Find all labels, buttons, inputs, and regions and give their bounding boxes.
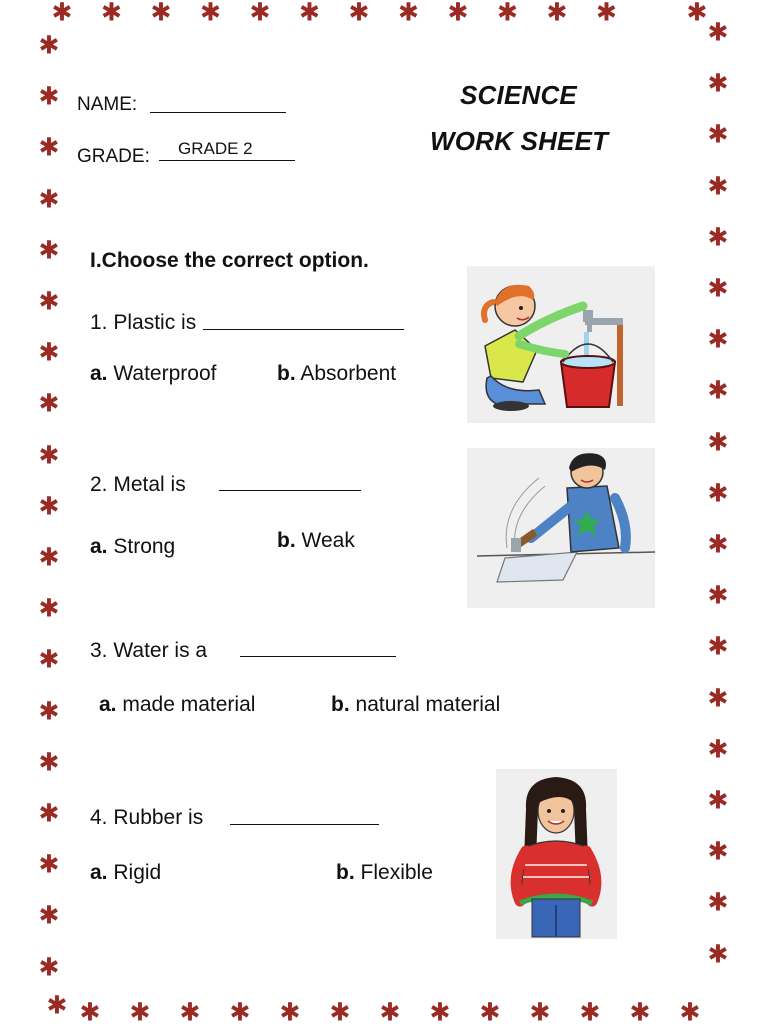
question-2: 2. Metal is xyxy=(90,473,186,496)
star-icon: ✱ xyxy=(579,997,601,1027)
star-icon: ✱ xyxy=(497,0,518,27)
q2-option-b-text: Weak xyxy=(301,529,355,552)
star-icon: ✱ xyxy=(398,0,419,27)
q2-option-a-text: Strong xyxy=(113,535,176,558)
star-icon: ✱ xyxy=(707,273,729,303)
star-icon: ✱ xyxy=(38,747,60,777)
star-icon: ✱ xyxy=(229,997,251,1027)
star-icon: ✱ xyxy=(38,30,60,60)
star-icon: ✱ xyxy=(679,997,701,1027)
star-icon: ✱ xyxy=(707,785,729,815)
star-icon: ✱ xyxy=(546,0,568,27)
star-icon: ✱ xyxy=(707,427,729,457)
q4-option-a-letter: a. xyxy=(90,861,108,884)
q2-option-b[interactable] xyxy=(277,529,355,553)
star-icon: ✱ xyxy=(707,68,729,98)
star-icon: ✱ xyxy=(529,997,551,1027)
question-3: 3. Water is a xyxy=(90,639,208,662)
star-icon: ✱ xyxy=(707,375,729,405)
star-icon: ✱ xyxy=(249,0,271,27)
star-icon: ✱ xyxy=(348,0,370,27)
star-icon: ✱ xyxy=(38,644,60,674)
q2-option-b-letter: b. xyxy=(277,529,296,552)
q3-option-a-text: made material xyxy=(122,693,256,716)
star-icon: ✱ xyxy=(596,0,617,27)
star-icon: ✱ xyxy=(629,997,651,1027)
star-icon: ✱ xyxy=(79,997,101,1027)
q1-option-a-text: Waterproof xyxy=(113,362,217,385)
star-icon: ✱ xyxy=(479,997,501,1027)
star-icon: ✱ xyxy=(129,997,151,1027)
q1-option-a-letter: a. xyxy=(90,362,108,385)
star-icon: ✱ xyxy=(38,235,60,265)
title-line1: SCIENCE xyxy=(460,80,577,110)
section-heading: I.Choose the correct option. xyxy=(90,249,369,272)
name-blank[interactable] xyxy=(150,112,286,113)
star-icon: ✱ xyxy=(707,529,729,559)
star-icon: ✱ xyxy=(150,0,172,27)
girl-filling-bucket-illustration xyxy=(467,266,655,423)
star-icon: ✱ xyxy=(686,0,708,27)
star-icon: ✱ xyxy=(38,593,60,623)
star-icon: ✱ xyxy=(379,997,401,1027)
q4-option-a-text: Rigid xyxy=(113,861,162,884)
star-icon: ✱ xyxy=(38,388,60,418)
star-icon: ✱ xyxy=(279,997,301,1027)
grade-value: GRADE 2 xyxy=(178,139,253,158)
star-icon: ✱ xyxy=(38,184,60,214)
q3-option-a[interactable] xyxy=(99,693,255,717)
star-icon: ✱ xyxy=(707,631,729,661)
star-icon: ✱ xyxy=(38,849,60,879)
star-icon: ✱ xyxy=(38,491,60,521)
star-icon: ✱ xyxy=(707,478,729,508)
star-icon: ✱ xyxy=(38,952,60,982)
q4-option-a[interactable] xyxy=(90,861,161,885)
q2-option-a-letter: a. xyxy=(90,535,108,558)
star-icon: ✱ xyxy=(299,0,320,27)
q1-option-b-letter: b. xyxy=(277,362,296,385)
star-icon: ✱ xyxy=(38,337,60,367)
q1-option-b-text: Absorbent xyxy=(300,362,397,385)
star-icon: ✱ xyxy=(707,734,729,764)
star-icon: ✱ xyxy=(38,542,60,572)
star-icon: ✱ xyxy=(38,696,60,726)
star-icon: ✱ xyxy=(38,286,60,316)
star-icon: ✱ xyxy=(707,836,729,866)
name-label: NAME: xyxy=(77,94,138,115)
boy-hammering-metal-illustration xyxy=(467,448,655,608)
question-2-blank[interactable] xyxy=(219,490,361,491)
star-icon: ✱ xyxy=(429,997,451,1027)
question-1-blank[interactable] xyxy=(203,329,404,330)
star-icon: ✱ xyxy=(707,683,729,713)
star-icon: ✱ xyxy=(707,17,729,47)
star-icon: ✱ xyxy=(51,0,73,27)
q3-option-a-letter: a. xyxy=(99,693,117,716)
q3-option-b-letter: b. xyxy=(331,693,350,716)
title-line2: WORK SHEET xyxy=(430,126,609,156)
star-icon: ✱ xyxy=(707,171,729,201)
q4-option-b-letter: b. xyxy=(336,861,355,884)
q4-option-b-text: Flexible xyxy=(360,861,433,884)
q1-option-b[interactable] xyxy=(277,362,396,386)
girl-stretching-rubber-illustration xyxy=(496,769,617,939)
grade-blank[interactable] xyxy=(159,160,295,161)
star-icon: ✱ xyxy=(707,222,729,252)
question-1: 1. Plastic is xyxy=(90,311,197,334)
star-icon: ✱ xyxy=(447,0,469,27)
star-icon: ✱ xyxy=(38,132,60,162)
star-icon: ✱ xyxy=(707,887,729,917)
q1-option-a[interactable] xyxy=(90,362,216,386)
q3-option-b-text: natural material xyxy=(355,693,501,716)
grade-label: GRADE: xyxy=(77,146,150,167)
star-icon: ✱ xyxy=(38,81,60,111)
star-icon: ✱ xyxy=(707,580,729,610)
star-icon: ✱ xyxy=(38,900,60,930)
star-icon: ✱ xyxy=(101,0,122,27)
star-icon: ✱ xyxy=(200,0,221,27)
star-icon: ✱ xyxy=(707,939,729,969)
star-icon: ✱ xyxy=(179,997,201,1027)
question-4-blank[interactable] xyxy=(230,824,379,825)
star-icon: ✱ xyxy=(38,440,60,470)
star-icon: ✱ xyxy=(329,997,351,1027)
star-icon: ✱ xyxy=(707,119,729,149)
q2-option-a[interactable] xyxy=(90,535,175,559)
question-4: 4. Rubber is xyxy=(90,806,204,829)
star-icon: ✱ xyxy=(46,990,68,1020)
q3-option-b[interactable] xyxy=(331,693,500,717)
star-icon: ✱ xyxy=(707,324,729,354)
question-3-blank[interactable] xyxy=(240,656,396,657)
star-icon: ✱ xyxy=(38,798,60,828)
q4-option-b[interactable] xyxy=(336,861,433,885)
